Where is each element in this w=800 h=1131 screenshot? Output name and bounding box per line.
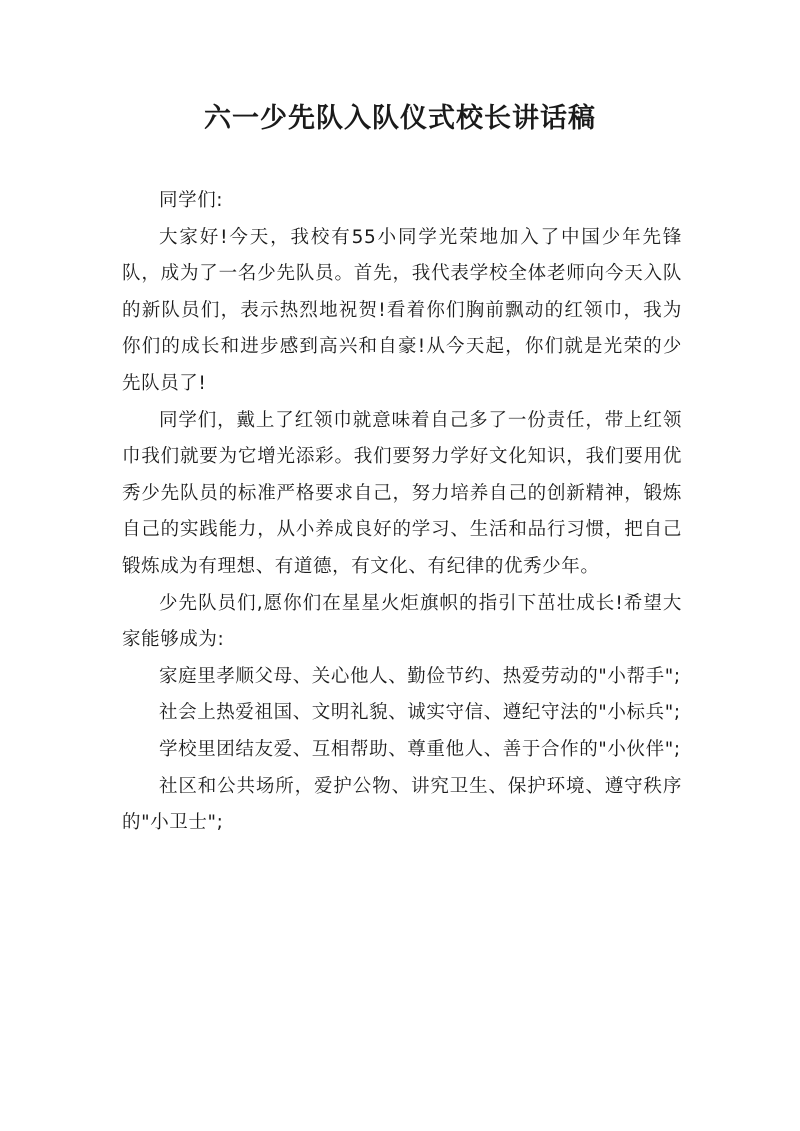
paragraph-society-model: 社会上热爱祖国、文明礼貌、诚实守信、遵纪守法的"小标兵"; xyxy=(159,702,681,724)
paragraph-greeting: 同学们: xyxy=(159,190,224,211)
paragraph-wishes: 少先队员们,愿你们在星星火炬旗帜的指引下茁壮成长!希望大家能够成为: xyxy=(122,592,682,651)
paragraph-welcome: 大家好!今天，我校有55小同学光荣地加入了中国少年先锋队，成为了一名少先队员。首先，我代表学校全体老师向今天入队的新队员们，表示热烈地祝贺!看着你们胸前飘动的红领巾，我为你们的成长和进步感到高兴和自豪!从今天起，你们就是光荣的少先队员了! xyxy=(122,226,682,394)
paragraph-community-guard: 社区和公共场所，爱护公物、讲究卫生、保护环境、遵守秩序的"小卫士"; xyxy=(122,775,682,834)
document-body xyxy=(122,183,682,842)
paragraph-responsibility: 同学们，戴上了红领巾就意味着自己多了一份责任，带上红领巾我们就要为它增光添彩。我们要努力学好文化知识，我们要用优秀少先队员的标准严格要求自己，努力培养自己的创新精神，锻炼自己的实践能力，从小养成良好的学习、生活和品行习惯，把自己锻炼成为有理想、有道德，有文化、有纪律的优秀少年。 xyxy=(122,409,682,577)
paragraph-home-helper: 家庭里孝顺父母、关心他人、勤俭节约、热爱劳动的"小帮手"; xyxy=(159,665,681,687)
paragraph-school-partner: 学校里团结友爱、互相帮助、尊重他人、善于合作的"小伙伴"; xyxy=(159,738,681,760)
document-title: 六一少先队入队仪式校长讲话稿 xyxy=(204,103,596,134)
